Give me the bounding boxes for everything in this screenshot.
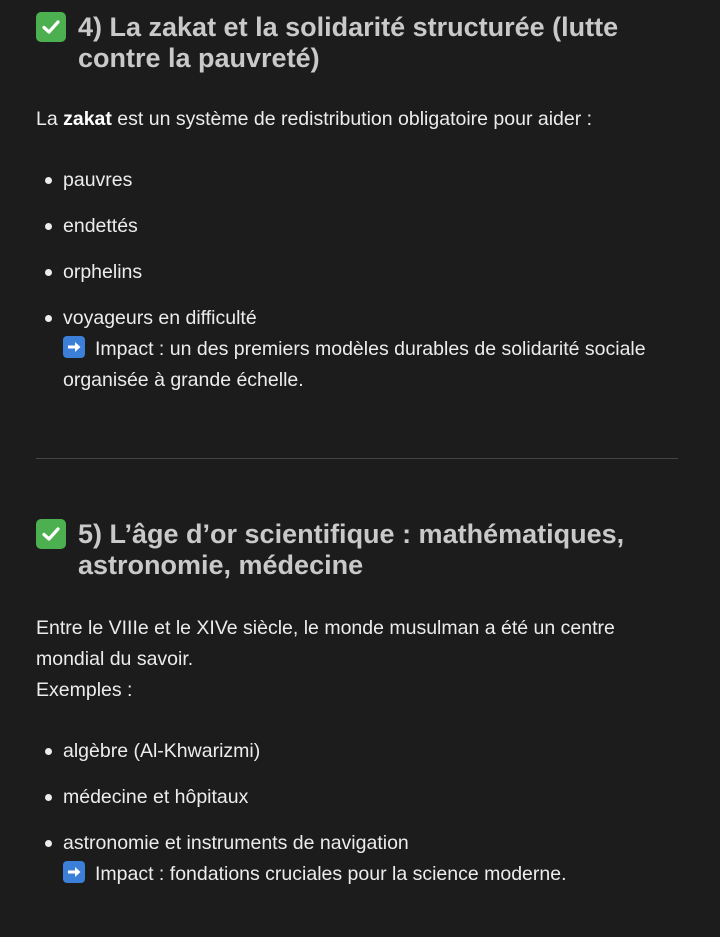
list-item (36, 303, 678, 396)
section-5-intro-text: Entre le VIIIe et le XIVe siècle, le monde musulman a été un centre mondial du savoir. (36, 617, 615, 670)
section-4 (36, 12, 678, 396)
section-5-title (36, 519, 678, 581)
impact-text: Impact : fondations cruciales pour la science moderne. (95, 863, 567, 885)
list-item (36, 257, 678, 288)
bullet-icon (45, 794, 52, 801)
bullet-icon (45, 177, 52, 184)
section-5-impact (63, 859, 678, 890)
right-arrow-icon (63, 861, 85, 883)
list-item-text: algèbre (Al-Khwarizmi) (63, 740, 261, 762)
list-item (36, 782, 678, 813)
list-item-text: endettés (63, 215, 138, 237)
examples-label: Exemples : (36, 679, 133, 701)
section-4-intro (36, 104, 678, 135)
intro-after: est un système de redistribution obligatoire pour aider : (111, 108, 593, 130)
section-4-list (36, 165, 678, 396)
section-4-title-text: 4) La zakat et la solidarité structurée (lutte contre la pauvreté) (78, 12, 619, 73)
list-item-text: astronomie et instruments de navigation (63, 832, 409, 854)
list-item-text: voyageurs en difficulté (63, 307, 257, 329)
bullet-icon (45, 748, 52, 755)
list-item-text: médecine et hôpitaux (63, 786, 249, 808)
section-5-list (36, 736, 678, 890)
section-divider (36, 458, 678, 459)
section-4-impact (63, 334, 678, 396)
right-arrow-icon (63, 336, 85, 358)
bullet-icon (45, 269, 52, 276)
check-mark-icon (36, 519, 66, 549)
bullet-icon (45, 840, 52, 847)
check-mark-icon (36, 12, 66, 42)
impact-text: Impact : un des premiers modèles durables de solidarité sociale organisée à grande échelle. (63, 338, 646, 391)
bullet-icon (45, 223, 52, 230)
list-item (36, 211, 678, 242)
section-5-intro (36, 613, 678, 706)
bullet-icon (45, 315, 52, 322)
list-item (36, 165, 678, 196)
intro-bold-zakat: zakat (63, 108, 112, 130)
section-5-title-text: 5) L’âge d’or scientifique : mathématiques, astronomie, médecine (78, 519, 625, 580)
section-4-title (36, 12, 678, 74)
section-5 (36, 519, 678, 890)
list-item-text: pauvres (63, 169, 133, 191)
list-item (36, 828, 678, 890)
list-item (36, 736, 678, 767)
intro-before: La (36, 108, 64, 130)
list-item-text: orphelins (63, 261, 143, 283)
